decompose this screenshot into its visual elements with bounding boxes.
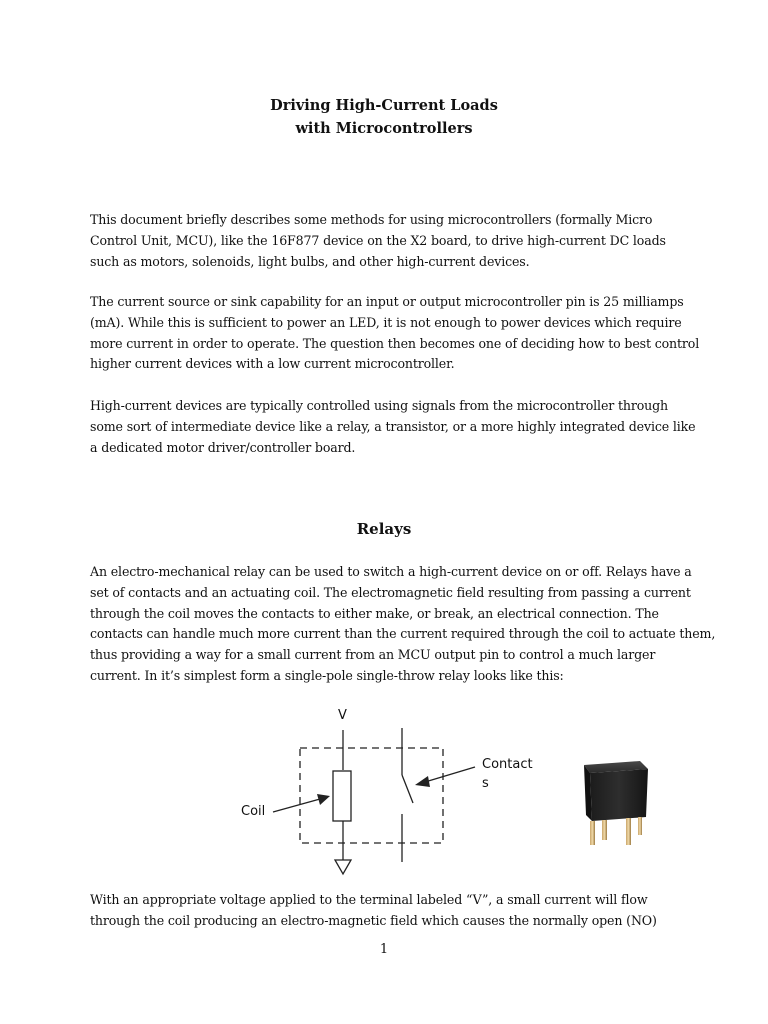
paragraph-coil-operation (90, 890, 690, 932)
paragraph-intro (90, 210, 690, 272)
text-line: higher current devices with a low current microcontroller. (90, 356, 455, 372)
relay-body-front (590, 769, 648, 821)
coil-arrowhead (317, 794, 330, 805)
document-title (0, 94, 768, 140)
text-line: High-current devices are typically controlled using signals from the microcontroller through (90, 398, 668, 413)
text-line: current. In it’s simplest form a single-pole single-throw relay looks like this: (90, 667, 564, 683)
section-heading-relays: Relays (356, 520, 412, 538)
paragraph-current-capability (90, 292, 700, 375)
label-coil: Coil (241, 804, 266, 819)
text-line: An electro-mechanical relay can be used to switch a high-current device on or off. Relays have a (90, 564, 692, 579)
relay-schematic-diagram (230, 700, 550, 880)
coil-pointer-arrow (273, 799, 320, 812)
contact-switch-arm (402, 775, 413, 803)
label-v: V (338, 708, 347, 723)
paragraph-intermediate-devices (90, 396, 696, 458)
text-line: a dedicated motor driver/controller board. (90, 439, 356, 455)
text-line: through the coil moves the contacts to either make, or break, an electrical connection. The (90, 605, 659, 621)
paragraph-relays (90, 562, 716, 687)
contacts-pointer-arrow (425, 767, 475, 782)
text-line: thus providing a way for a small current from an MCU output pin to control a much larger (90, 647, 656, 663)
text-line: such as motors, solenoids, light bulbs, and other high-current devices. (90, 253, 530, 269)
text-line: set of contacts and an actuating coil. The electromagnetic field resulting from passing a current (90, 584, 691, 600)
text-line: more current in order to operate. The question then becomes one of deciding how to best control (90, 335, 700, 351)
page-number: 1 (379, 942, 389, 957)
label-contacts-line-1: Contact (482, 757, 533, 772)
relay-photo (560, 745, 670, 855)
label-contacts-line-2: s (482, 776, 489, 791)
text-line: Control Unit, MCU), like the 16F877 device on the X2 board, to drive high-current DC loads (90, 232, 666, 248)
coil-symbol (333, 771, 351, 821)
title-line-2: with Microcontrollers (295, 120, 473, 137)
relay-pin (638, 817, 642, 835)
relay-pin (590, 821, 595, 845)
text-line: The current source or sink capability for an input or output microcontroller pin is 25 milliamps (90, 294, 684, 309)
ground-symbol (335, 860, 351, 874)
title-line-1: Driving High-Current Loads (270, 97, 498, 114)
text-line: through the coil producing an electro-magnetic field which causes the normally open (NO) (90, 912, 657, 928)
text-line: contacts can handle much more current than the current required through the coil to actuate them, (90, 626, 716, 642)
contacts-arrowhead (415, 776, 430, 787)
text-line: This document briefly describes some methods for using microcontrollers (formally Micro (90, 212, 653, 227)
relay-pin (626, 818, 631, 845)
relay-pin (602, 820, 607, 840)
text-line: With an appropriate voltage applied to the terminal labeled “V”, a small current will flow (90, 892, 648, 907)
text-line: some sort of intermediate device like a relay, a transistor, or a more highly integrated device like (90, 418, 696, 434)
text-line: (mA). While this is sufficient to power an LED, it is not enough to power devices which require (90, 314, 682, 330)
